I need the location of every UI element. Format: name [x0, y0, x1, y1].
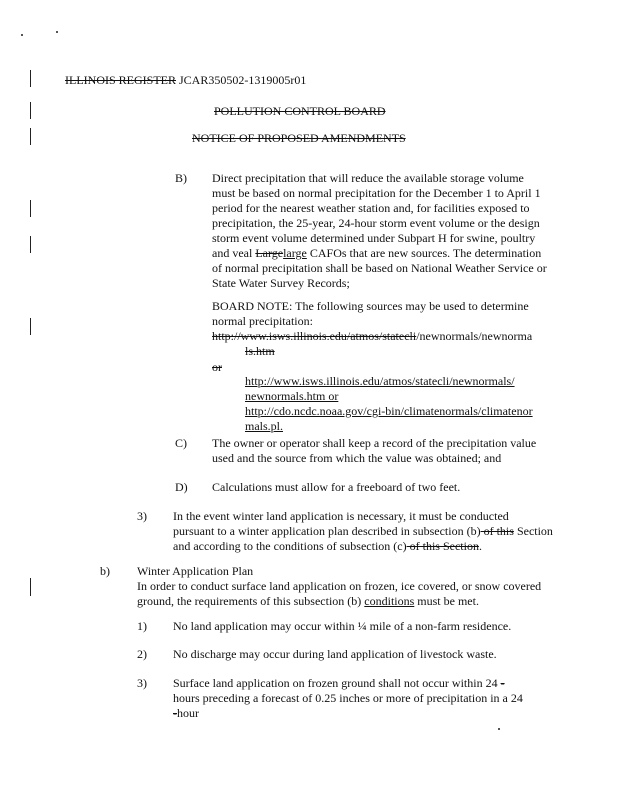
sub3-text: Surface land application on frozen ground shall not occur within 24 -hours preceding a forecast of 0.25 inches or more of precipitation in a 24 -hour — [173, 676, 523, 720]
sub1-text: No land application may occur within ¼ mile of a non-farm residence. — [173, 619, 512, 633]
change-bar — [30, 102, 31, 119]
sub2-text: No discharge may occur during land application of livestock waste. — [173, 647, 497, 661]
board-note-url1: http://www.isws.illinois.edu/atmos/statecli/newnormals/newnorma — [212, 329, 533, 343]
section-b-text: In order to conduct surface land application on frozen, ice covered, or snow covered ground, the requirements of this subsection (b) conditions must be met. — [137, 579, 542, 608]
board-title: POLLUTION CONTROL BOARD — [214, 104, 386, 118]
item-d-text: Calculations must allow for a freeboard of two feet. — [212, 480, 461, 494]
change-bar — [30, 236, 31, 253]
item-3-text: In the event winter land application is necessary, it must be conducted pursuant to a winter application plan described in subsection (b) of this Section and according to the conditions of subsection (c) of this Section. — [173, 509, 553, 553]
sub2-label: 2) — [137, 647, 147, 661]
board-note: BOARD NOTE: The following sources may be used to determine normal precipitation: — [212, 299, 529, 328]
item-d-label: D) — [175, 480, 188, 494]
register-code: JCAR350502-1319005r01 — [179, 73, 307, 87]
board-note-url2: http://www.isws.illinois.edu/atmos/statecli/newnormals/ — [245, 374, 515, 388]
sub1-label: 1) — [137, 619, 147, 633]
change-bar — [30, 318, 31, 335]
change-bar — [30, 200, 31, 217]
change-bar — [30, 70, 31, 87]
section-b-label: b) — [100, 564, 110, 578]
board-note-url3-tail: mals.pl. — [245, 419, 283, 433]
register-header — [65, 73, 306, 88]
board-note-url3: http://cdo.ncdc.noaa.gov/cgi-bin/climatenormals/climatenor — [245, 404, 533, 418]
item-3-label: 3) — [137, 509, 147, 523]
scan-speck — [56, 31, 58, 33]
change-bar — [30, 578, 31, 596]
item-b-text: Direct precipitation that will reduce the available storage volume must be based on normal precipitation for the December 1 to April 1 period for the nearest weather station and, for facilities exposed to precipitation, the 25-year, 24-hour storm event volume or the design storm event volume determined under Subpart H for swine, poultry and veal Largelarge CAFOs that are new sources. The determination of normal precipitation shall be based on National Weather Service or State Water Survey Records; — [212, 171, 547, 290]
sub3-label: 3) — [137, 676, 147, 690]
scan-speck — [498, 728, 500, 730]
board-note-or: or — [212, 360, 222, 374]
notice-title: NOTICE OF PROPOSED AMENDMENTS — [192, 131, 406, 145]
section-b-title: Winter Application Plan — [137, 564, 254, 578]
item-b-label: B) — [175, 171, 187, 185]
change-bar — [30, 128, 31, 145]
item-c-label: C) — [175, 436, 187, 450]
item-c-text: The owner or operator shall keep a record of the precipitation value used and the source from which the value was obtained; and — [212, 436, 537, 465]
board-note-url2-tail: newnormals.htm or — [245, 389, 339, 403]
scan-speck — [21, 34, 23, 36]
register-struck: ILLINOIS REGISTER — [65, 73, 176, 87]
board-note-url1-tail: ls.htm — [245, 344, 275, 358]
